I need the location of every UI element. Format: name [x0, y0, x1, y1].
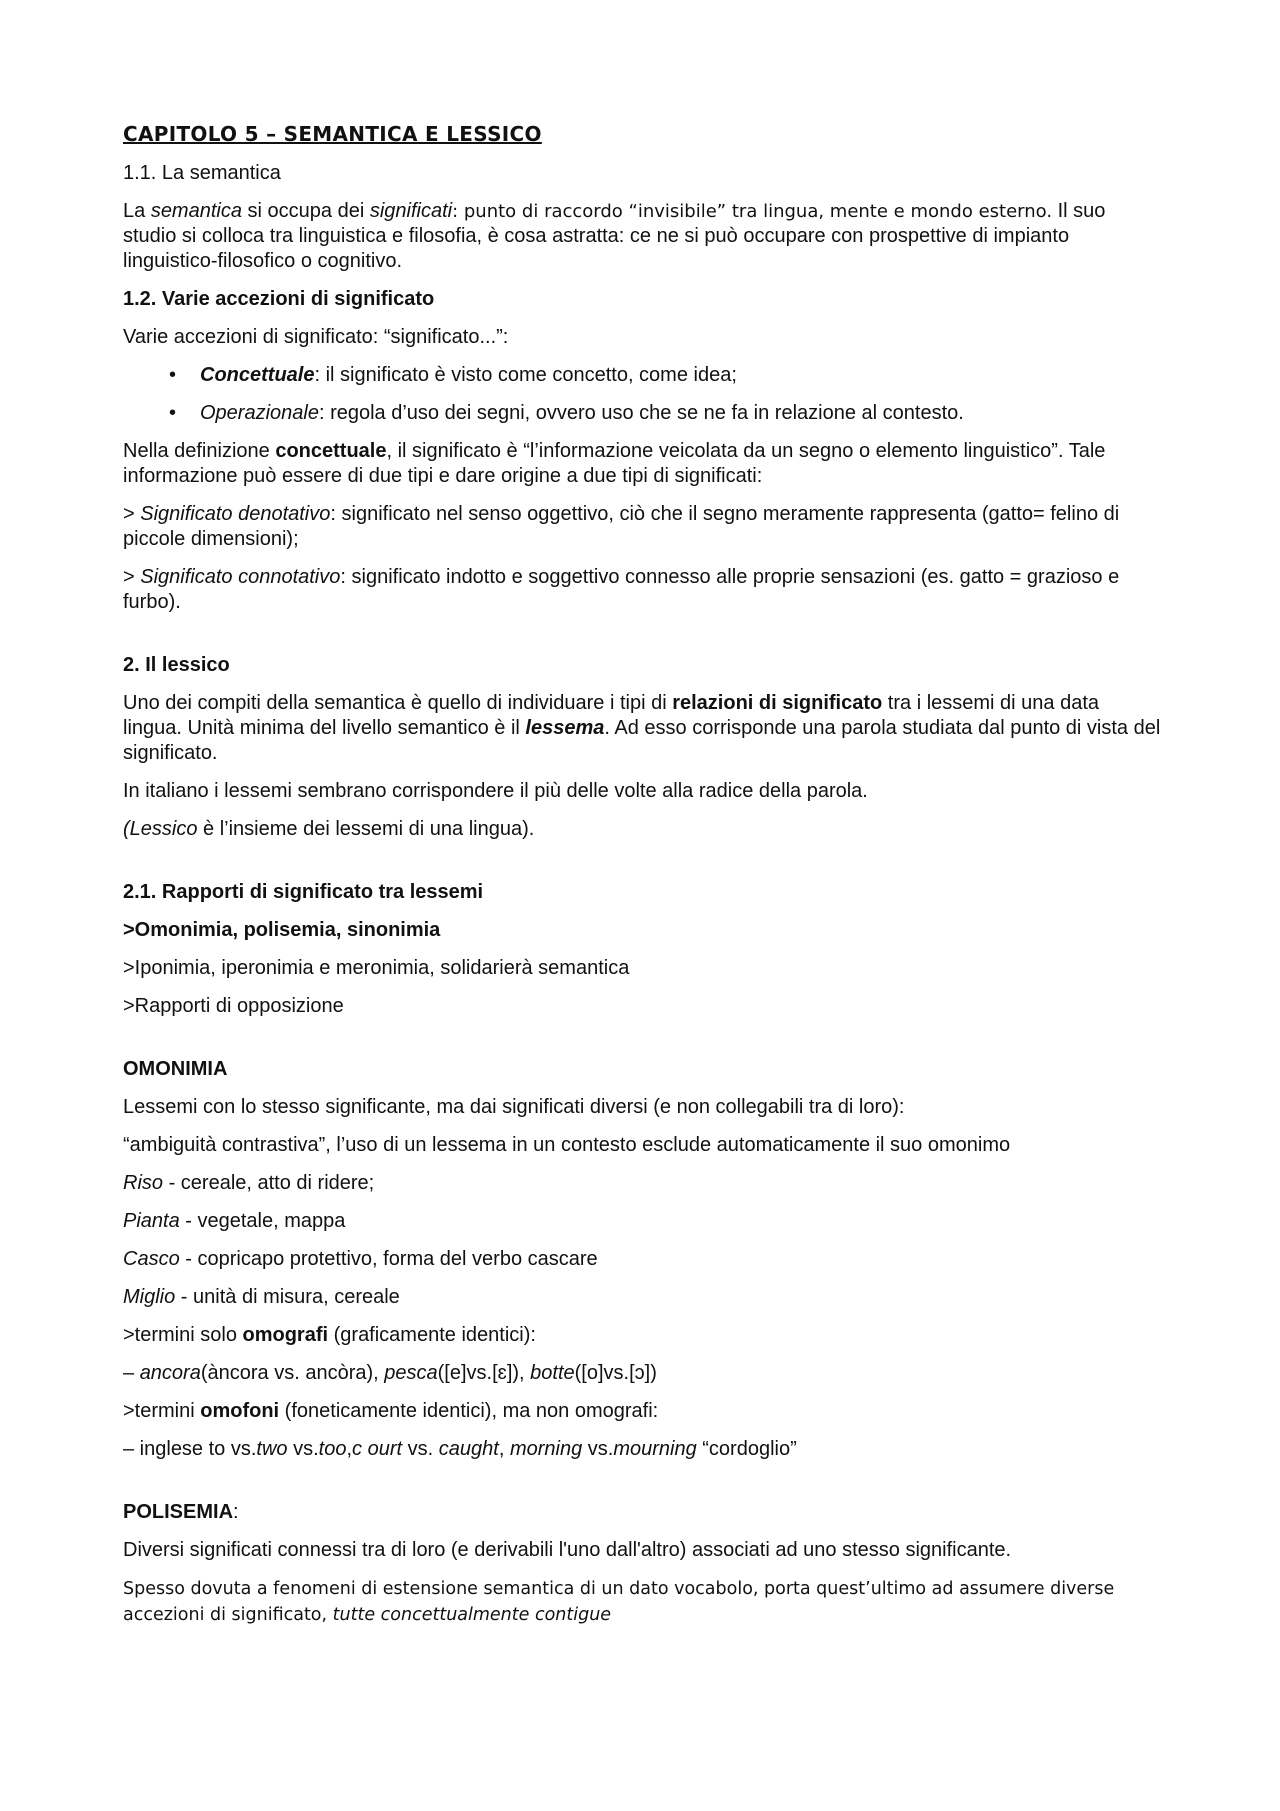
list-item-operazionale: • Operazionale: regola d’uso dei segni, ovvero uso che se ne fa in relazione al contesto.: [169, 402, 964, 424]
section-heading-polisemia: POLISEMIA:: [123, 1501, 239, 1523]
section-heading-2: 2. Il lessico: [123, 654, 230, 676]
paragraph-accezioni-intro: Varie accezioni di significato: “significato...”:: [123, 326, 509, 348]
paragraph-lessico: Uno dei compiti della semantica è quello di individuare i tipi di relazioni di significato tra i lessemi di una data lingua. Unità minima del livello semantico è il lessema. Ad esso corrisponde una parola studiata dal punto di vista del significato.: [123, 692, 1161, 764]
paragraph-omonimia-def: Lessemi con lo stesso significante, ma dai significati diversi (e non collegabili tra di loro):: [123, 1096, 905, 1118]
paragraph-polisemia-def: Diversi significati connessi tra di loro (e derivabili l'uno dall'altro) associati ad uno stesso significante.: [123, 1539, 1012, 1561]
paragraph-definizione-concettuale: Nella definizione concettuale, il significato è “l’informazione veicolata da un segno o elemento linguistico”. Tale informazione può essere di due tipi e dare origine a due tipi di significati:: [123, 440, 1106, 487]
list-item-opposizione: >Rapporti di opposizione: [123, 995, 344, 1017]
list-item-iponimia: >Iponimia, iperonimia e meronimia, solidarierà semantica: [123, 957, 630, 979]
example-casco: Casco - copricapo protettivo, forma del verbo cascare: [123, 1248, 598, 1270]
list-item-omonimia: >Omonimia, polisemia, sinonimia: [123, 919, 441, 941]
document-page: [123, 122, 1163, 1628]
example-omografi: – ancora(àncora vs. ancòra), pesca([e]vs.[ɛ]), botte([o]vs.[ɔ]): [123, 1362, 657, 1384]
chapter-title: CAPITOLO 5 – SEMANTICA E LESSICO: [123, 122, 542, 146]
paragraph-omografi: >termini solo omografi (graficamente identici):: [123, 1324, 536, 1346]
bullet-icon: •: [169, 402, 177, 424]
section-heading-omonimia: OMONIMIA: [123, 1058, 228, 1080]
section-heading-2-1: 2.1. Rapporti di significato tra lessemi: [123, 881, 484, 903]
paragraph-polisemia-estensione: Spesso dovuta a fenomeni di estensione semantica di un dato vocabolo, porta quest’ultimo ad assumere diverse accezioni di significato, tutte concettualmente contigue: [123, 1579, 1115, 1625]
section-heading-1-2: 1.2. Varie accezioni di significato: [123, 288, 435, 310]
paragraph-radice: In italiano i lessemi sembrano corrispondere il più delle volte alla radice della parola.: [123, 780, 868, 802]
example-pianta: Pianta - vegetale, mappa: [123, 1210, 346, 1232]
example-miglio: Miglio - unità di misura, cereale: [123, 1286, 400, 1308]
paragraph-semantica: La semantica si occupa dei significati: punto di raccordo “invisibile” tra lingua, mente e mondo esterno. Il suo studio si colloca tra linguistica e filosofia, è cosa astratta: ce ne si può occupare con prospettive di impianto linguistico-filosofico o cognitivo.: [123, 200, 1106, 272]
list-item-concettuale: • Concettuale: il significato è visto come concetto, come idea;: [169, 364, 737, 386]
paragraph-lessico-definizione: (Lessico è l’insieme dei lessemi di una lingua).: [123, 818, 535, 840]
paragraph-ambiguita: “ambiguità contrastiva”, l’uso di un lessema in un contesto esclude automaticamente il suo omonimo: [123, 1134, 1011, 1156]
bullet-icon: •: [169, 364, 177, 386]
example-riso: Riso - cereale, atto di ridere;: [123, 1172, 375, 1194]
paragraph-connotativo: > Significato connotativo: significato indotto e soggettivo connesso alle proprie sensazioni (es. gatto = grazioso e furbo).: [123, 566, 1120, 613]
paragraph-omofoni: >termini omofoni (foneticamente identici), ma non omografi:: [123, 1400, 659, 1422]
example-omofoni: – inglese to vs.two vs.too,c ourt vs. caught, morning vs.mourning “cordoglio”: [123, 1438, 797, 1460]
paragraph-denotativo: > Significato denotativo: significato nel senso oggettivo, ciò che il segno meramente rappresenta (gatto= felino di piccole dimensioni);: [123, 503, 1120, 550]
section-heading-1-1: 1.1. La semantica: [123, 162, 281, 184]
